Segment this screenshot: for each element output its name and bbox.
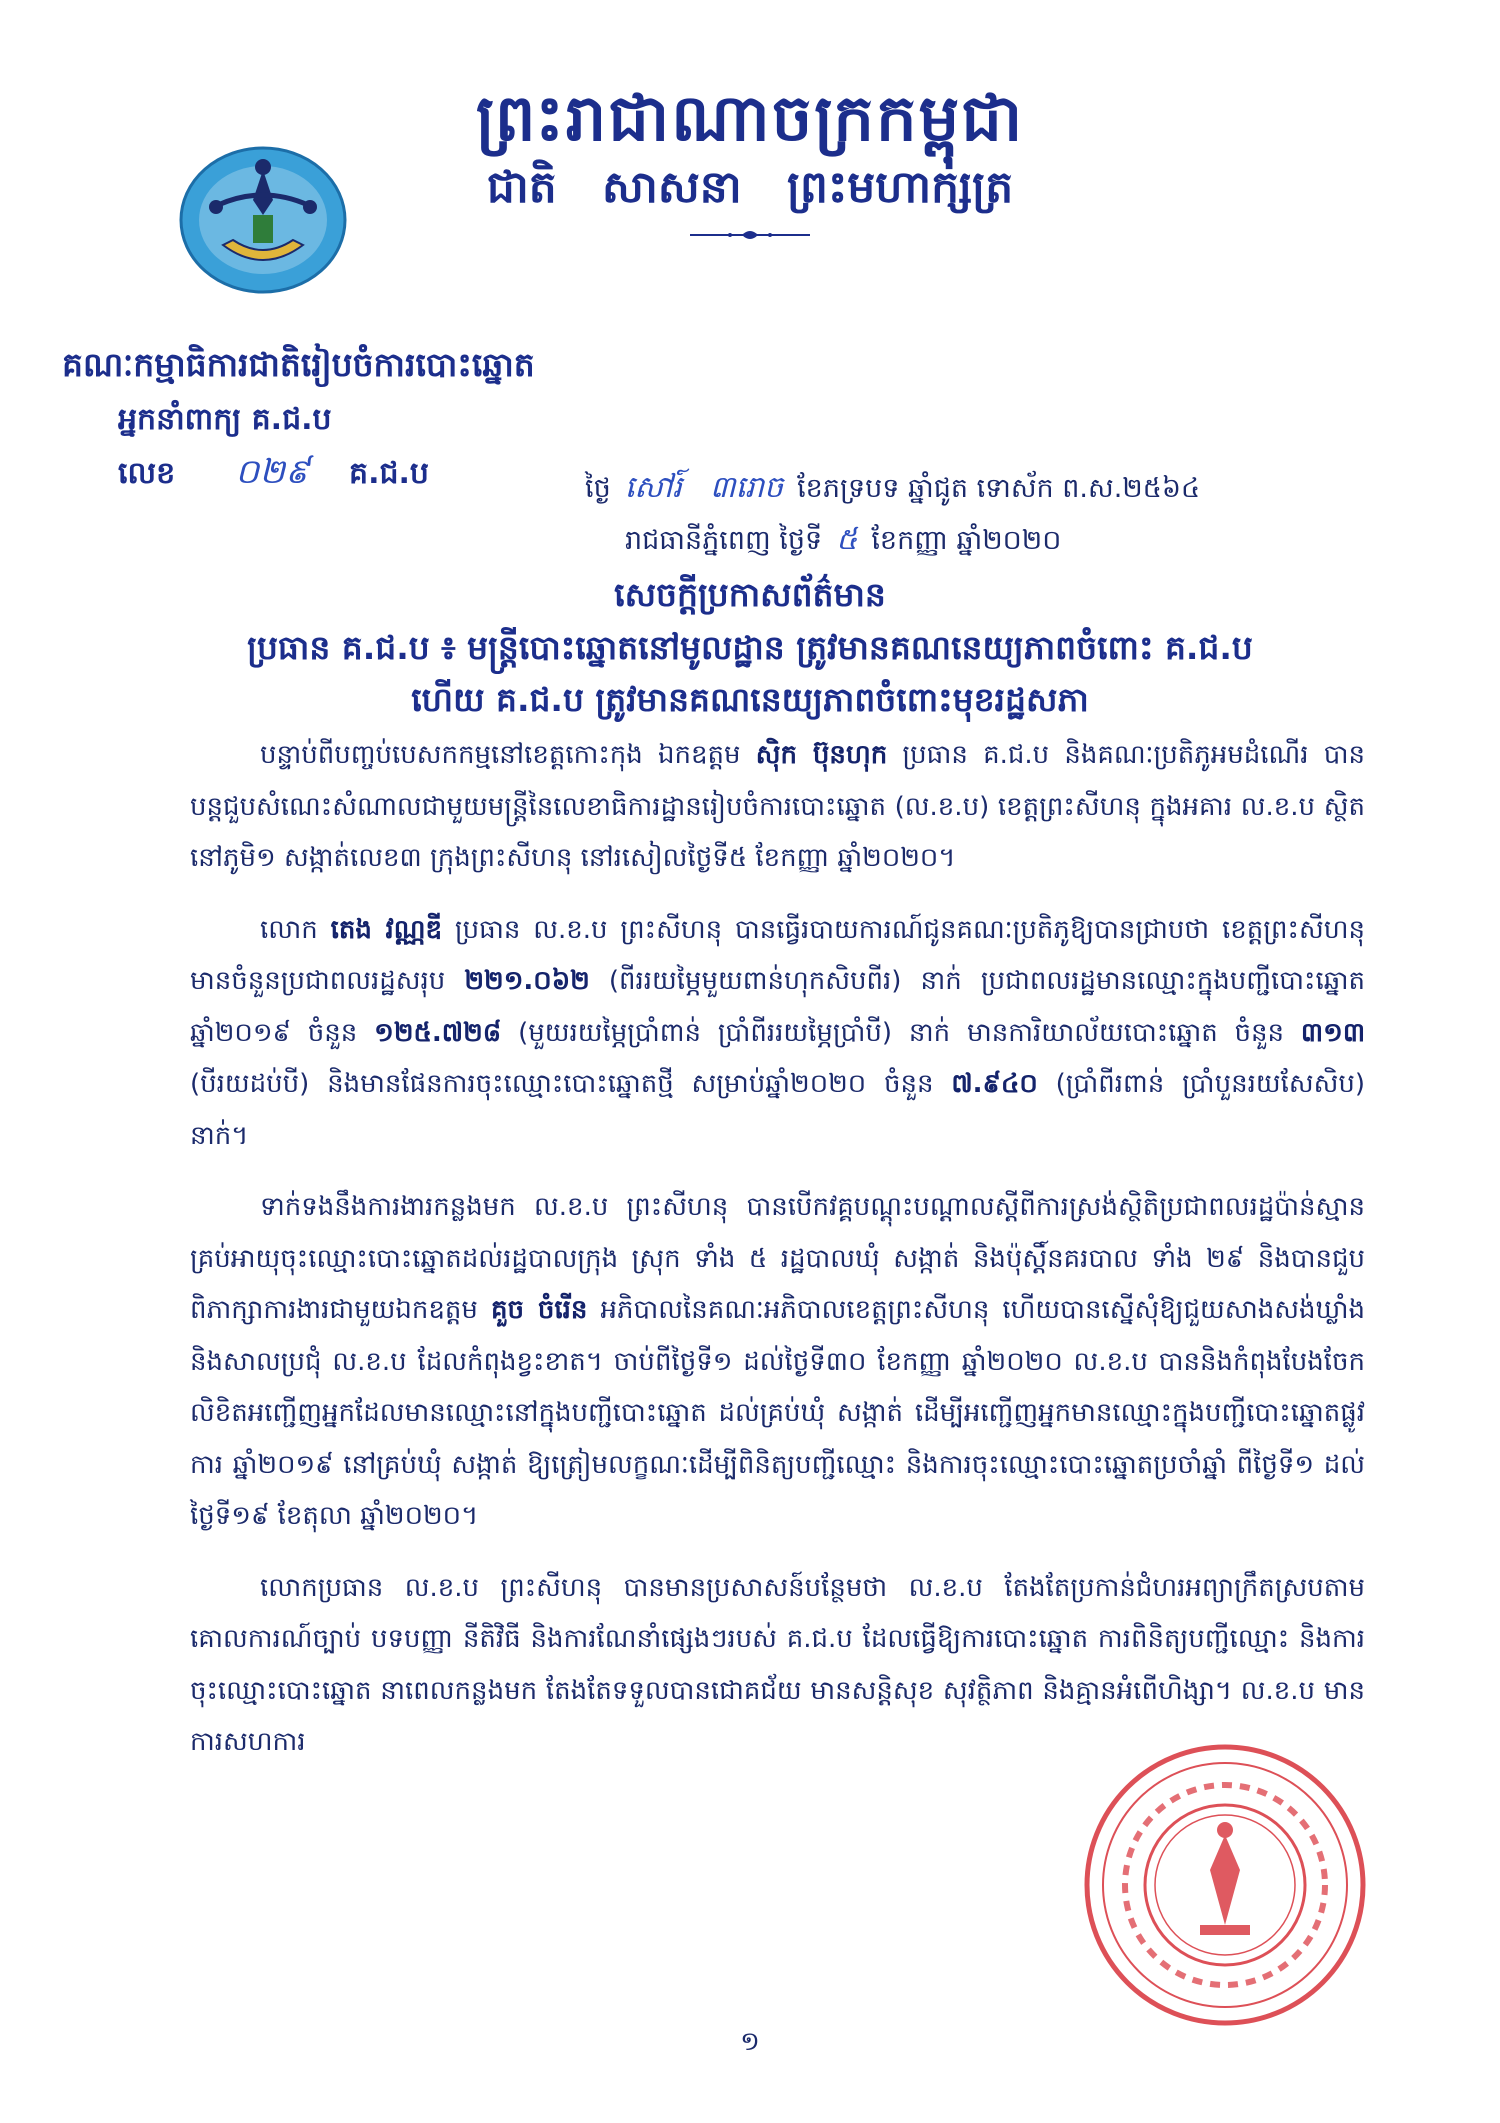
p2-figure-4: ៧.៩៤០ bbox=[951, 1069, 1038, 1099]
lunar-rest: ខែភទ្របទ ឆ្នាំជូត ទោស័ក ព.ស.២៥៦៤ bbox=[797, 473, 1201, 504]
lunar-day-handwritten: សៅរ៍ bbox=[624, 470, 682, 505]
national-motto: ជាតិ សាសនា ព្រះមហាក្សត្រ bbox=[486, 162, 1014, 213]
p1-text-b: ប្រធាន គ.ជ.ប និងគណៈប្រតិភូអមដំណើរ បានបន្តជួបសំណេះសំណាលជាមួយមន្ត្រីនៃលេខាធិការដ្ឋានរៀបចំការបោះឆ្នោត (ល.ខ.ប) ខេត្តព្រះសីហនុ ក្នុងអគារ ល.ខ.ប ស្ថិតនៅភូមិ១ សង្កាត់លេខ៣ ក្រុងព្រះសីហនុ នៅរសៀលថ្ងៃទី៥ ខែកញ្ញា ឆ្នាំ២០២០។ bbox=[190, 740, 1365, 873]
p2-text-f: (ប្រាំពីរពាន់ ប្រាំបួនរយសែសិប) នាក់។ bbox=[190, 1069, 1365, 1151]
paragraph-3 bbox=[190, 1182, 1365, 1543]
solar-rest: ខែកញ្ញា ឆ្នាំ២០២០ bbox=[871, 525, 1062, 556]
press-release-title: សេចក្តីប្រកាសព័ត៌មាន bbox=[614, 575, 886, 614]
headline-line-1: ប្រធាន គ.ជ.ប ៖ មន្ត្រីបោះឆ្នោតនៅមូលដ្ឋាន ត្រូវមានគណនេយ្យភាពចំពោះ គ.ជ.ប bbox=[247, 628, 1253, 667]
page-number: ១ bbox=[740, 2027, 760, 2057]
lunar-prefix: ថ្ងៃ bbox=[585, 473, 611, 504]
organization-name: គណៈកម្មាធិការជាតិរៀបចំការបោះឆ្នោត bbox=[62, 345, 535, 384]
p2-figure-2: ១២៥.៧២៨ bbox=[374, 1017, 502, 1048]
solar-day-handwritten: ៥ bbox=[836, 522, 858, 557]
p2-figure-1: ២២១.០៦២ bbox=[464, 966, 590, 996]
lunar-day-number: ៣រោច bbox=[709, 470, 784, 505]
document-number bbox=[118, 450, 429, 500]
lunar-date bbox=[585, 468, 1200, 512]
paragraph-4: លោកប្រធាន ល.ខ.ប ព្រះសីហនុ បានមានប្រសាសន៍បន្ថែមថា ល.ខ.ប តែងតែប្រកាន់ជំហរអព្យាក្រឹតស្របតាមគោលការណ៍ច្បាប់ បទបញ្ញា នីតិវិធី និងការណែនាំផ្សេងៗរបស់ គ.ជ.ប ដែលធ្វើឱ្យការបោះឆ្នោត ការពិនិត្យបញ្ជីឈ្មោះ និងការចុះឈ្មោះបោះឆ្នោត នាពេលកន្លងមក តែងតែទទួលបានជោគជ័យ មានសន្តិសុខ សុវត្ថិភាព និងគ្មានអំពើហិង្សា។ ល.ខ.ប មានការសហការ bbox=[190, 1572, 1365, 1757]
paragraph-2 bbox=[190, 905, 1365, 1163]
p2-text-a: លោក bbox=[260, 914, 318, 945]
number-label: លេខ bbox=[118, 456, 176, 491]
p2-text-e: (បីរយដប់បី) និងមានផែនការចុះឈ្មោះបោះឆ្នោតថ្មី សម្រាប់ឆ្នាំ២០២០ ចំនួន bbox=[190, 1069, 934, 1099]
p3-text-a: ទាក់ទងនឹងការងារកន្លងមក ល.ខ.ប ព្រះសីហនុ បានបើកវគ្គបណ្តុះបណ្តាលស្តីពីការស្រង់ស្ថិតិប្រជាពលរដ្ឋប៉ាន់ស្មានគ្រប់អាយុចុះឈ្មោះបោះឆ្នោតដល់រដ្ឋបាលក្រុង ស្រុក ទាំង ៥ រដ្ឋបាលឃុំ សង្កាត់ និងប៉ុស្តិ៍នគរបាល ទាំង ២៩ និងបានជួបពិភាក្សាការងារជាមួយឯកឧត្តម bbox=[190, 1192, 1365, 1325]
solar-prefix: រាជធានីភ្នំពេញ ថ្ងៃទី bbox=[625, 525, 823, 556]
p1-text-a: បន្ទាប់ពីបញ្ចប់បេសកកម្មនៅខេត្តកោះកុង ឯកឧត្តម bbox=[260, 740, 741, 770]
p2-text-c: (ពីររយម្ភៃមួយពាន់ហុកសិបពីរ) នាក់ ប្រជាពលរដ្ឋមានឈ្មោះក្នុងបញ្ជីបោះឆ្នោត ឆ្នាំ២០១៩ ចំនួន bbox=[190, 966, 1365, 1048]
number-suffix: គ.ជ.ប bbox=[349, 456, 429, 491]
solar-date bbox=[625, 520, 1061, 564]
p3-text-b: អភិបាលនៃគណៈអភិបាលខេត្តព្រះសីហនុ ហើយបានស្នើសុំឱ្យជួយសាងសង់ឃ្លាំង និងសាលប្រជុំ ល.ខ.ប ដែលកំពុងខ្វះខាត។ ចាប់ពីថ្ងៃទី១ ដល់ថ្ងៃទី៣០ ខែកញ្ញា ឆ្នាំ២០២០ ល.ខ.ប បាននិងកំពុងបែងចែកលិខិតអញ្ជើញអ្នកដែលមានឈ្មោះនៅក្នុងបញ្ជីបោះឆ្នោត ដល់គ្រប់ឃុំ សង្កាត់ ដើម្បីអញ្ជើញអ្នកមានឈ្មោះក្នុងបញ្ជីបោះឆ្នោតផ្លូវការ ឆ្នាំ២០១៩ នៅគ្រប់ឃុំ សង្កាត់ ឱ្យត្រៀមលក្ខណៈដើម្បីពិនិត្យបញ្ជីឈ្មោះ និងការចុះឈ្មោះបោះឆ្នោតប្រចាំឆ្នាំ ពីថ្ងៃទី១ ដល់ថ្ងៃទី១៩ ខែតុលា ឆ្នាំ២០២០។ bbox=[190, 1295, 1365, 1531]
p2-text-b: ប្រធាន ល.ខ.ប ព្រះសីហនុ បានធ្វើរបាយការណ៍ជូនគណៈប្រតិភូឱ្យបានជ្រាបថា ខេត្តព្រះសីហនុ មានចំនួនប្រជាពលរដ្ឋសរុប bbox=[190, 914, 1365, 996]
p2-person-name: តេង វណ្ណឌី bbox=[330, 914, 443, 945]
office-name: អ្នកនាំពាក្យ គ.ជ.ប bbox=[118, 402, 332, 437]
paragraph-1 bbox=[190, 730, 1365, 885]
official-seal-stamp-icon bbox=[1080, 1740, 1370, 2030]
number-value: ០២៩ bbox=[235, 452, 310, 492]
p2-text-d: (មួយរយម្ភៃប្រាំពាន់ ប្រាំពីររយម្ភៃប្រាំបី) នាក់ មានការិយាល័យបោះឆ្នោត ចំនួន bbox=[518, 1017, 1285, 1048]
kingdom-title: ព្រះរាជាណាចក្រកម្ពុជា bbox=[475, 82, 1025, 156]
p2-figure-3: ៣១៣ bbox=[1300, 1017, 1366, 1048]
headline-line-2: ហើយ គ.ជ.ប ត្រូវមានគណនេយ្យភាពចំពោះមុខរដ្ឋសភា bbox=[411, 680, 1089, 719]
election-committee-emblem-icon bbox=[178, 145, 348, 295]
ornament-divider-icon bbox=[690, 228, 810, 242]
document-body bbox=[190, 730, 1365, 1789]
p1-person-name: ស៊ិក ប៊ុនហុក bbox=[755, 740, 888, 770]
p3-person-name: គួច ចំរើន bbox=[491, 1295, 588, 1325]
